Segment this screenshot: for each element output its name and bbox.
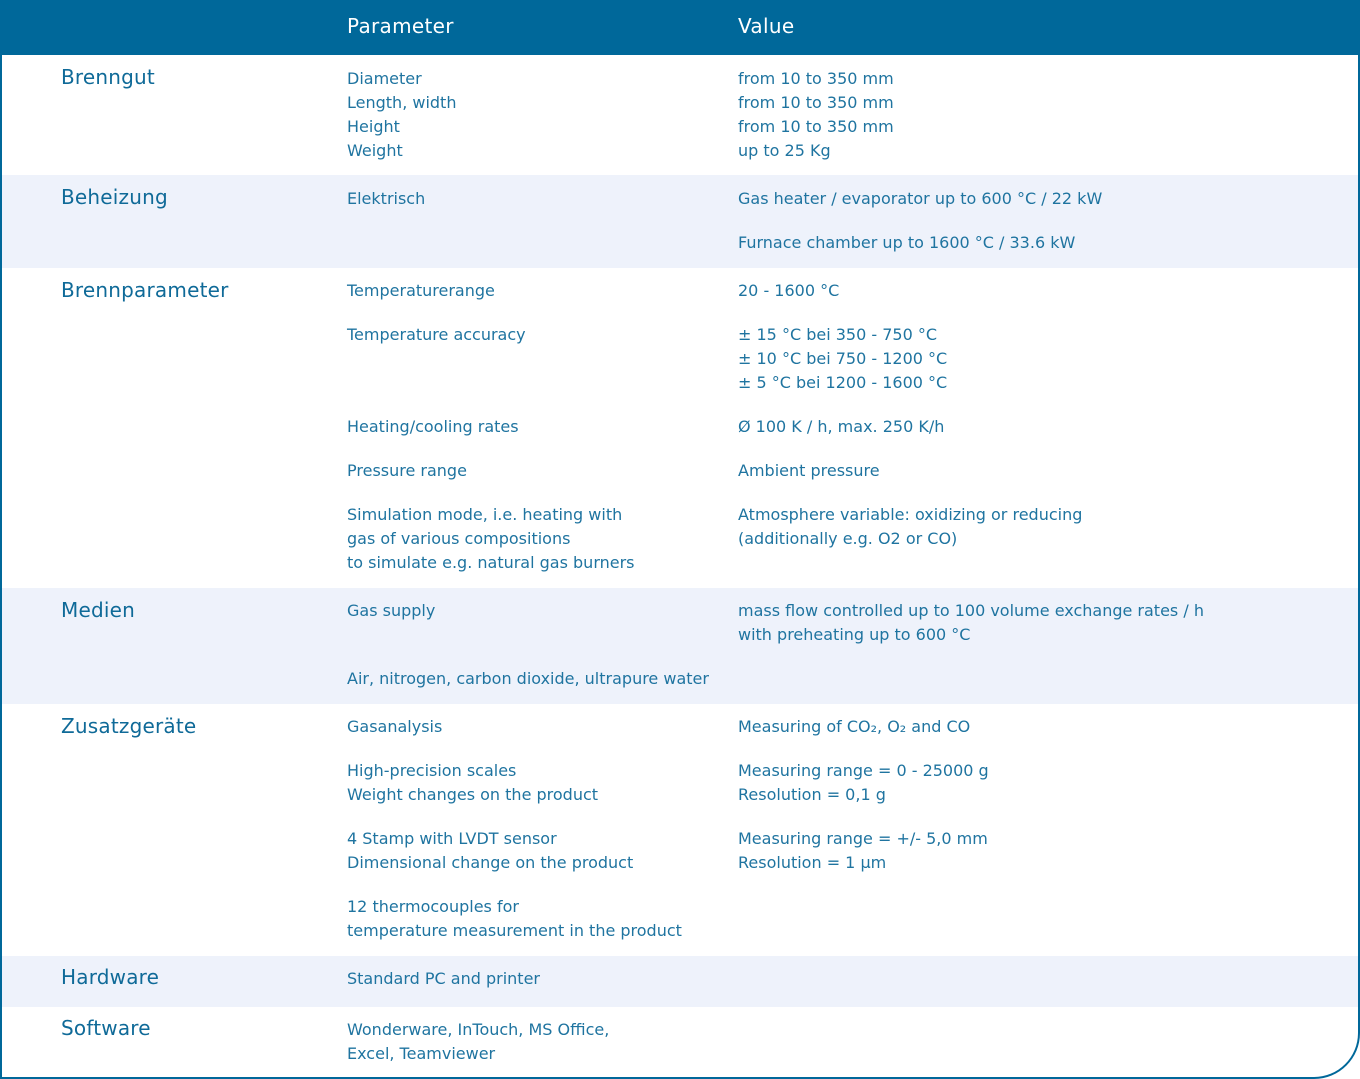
param-line: Gas supply <box>347 601 436 620</box>
param-line: Temperaturerange <box>347 281 495 300</box>
param-line: High-precision scales <box>347 761 517 780</box>
value-line: Measuring range = +/- 5,0 mm <box>738 829 988 848</box>
param-line: Air, nitrogen, carbon dioxide, ultrapure water <box>347 669 709 688</box>
param-line: Excel, Teamviewer <box>347 1044 496 1063</box>
param-line: Height <box>347 117 400 136</box>
header-value: Value <box>738 14 795 38</box>
value-line: from 10 to 350 mm <box>738 93 894 112</box>
param-line: Temperature accuracy <box>347 325 526 344</box>
param-line: Length, width <box>347 93 457 112</box>
category-label: Software <box>61 1016 151 1040</box>
section-brennparameter <box>2 268 1358 588</box>
param-line: Standard PC and printer <box>347 969 540 988</box>
value-line: Ambient pressure <box>738 461 880 480</box>
value-line: ± 15 °C bei 350 - 750 °C <box>738 325 938 344</box>
value-line: ± 5 °C bei 1200 - 1600 °C <box>738 373 948 392</box>
section-zusatzgeraete <box>2 704 1358 956</box>
param-line: Simulation mode, i.e. heating with <box>347 505 623 524</box>
value-line: from 10 to 350 mm <box>738 117 894 136</box>
param-line: Heating/cooling rates <box>347 417 519 436</box>
value-line: from 10 to 350 mm <box>738 69 894 88</box>
param-line: 12 thermocouples for <box>347 897 519 916</box>
value-line: mass flow controlled up to 100 volume exchange rates / h <box>738 601 1204 620</box>
value-line: with preheating up to 600 °C <box>738 625 971 644</box>
param-line: Gasanalysis <box>347 717 443 736</box>
value-line: ± 10 °C bei 750 - 1200 °C <box>738 349 948 368</box>
header-parameter: Parameter <box>347 14 454 38</box>
value-line: Measuring of CO₂, O₂ and CO <box>738 717 971 736</box>
param-line: to simulate e.g. natural gas burners <box>347 553 635 572</box>
value-line: 20 - 1600 °C <box>738 281 840 300</box>
param-line: 4 Stamp with LVDT sensor <box>347 829 557 848</box>
value-line: up to 25 Kg <box>738 141 831 160</box>
param-line: Weight changes on the product <box>347 785 599 804</box>
param-line: Elektrisch <box>347 189 426 208</box>
section-hardware <box>2 956 1358 1007</box>
param-line: temperature measurement in the product <box>347 921 682 940</box>
category-label: Zusatzgeräte <box>61 714 197 738</box>
category-label: Hardware <box>61 965 160 989</box>
param-line: Pressure range <box>347 461 467 480</box>
section-medien <box>2 588 1358 704</box>
value-line: Ø 100 K / h, max. 250 K/h <box>738 417 945 436</box>
param-line: Diameter <box>347 69 422 88</box>
value-line: Atmosphere variable: oxidizing or reducing <box>738 505 1083 524</box>
category-label: Medien <box>61 598 135 622</box>
section-software <box>2 1007 1358 1079</box>
section-beheizung <box>2 175 1358 268</box>
value-line: Resolution = 0,1 g <box>738 785 886 804</box>
value-line: Resolution = 1 µm <box>738 853 887 872</box>
table-header <box>2 0 1358 55</box>
param-line: Dimensional change on the product <box>347 853 634 872</box>
param-line: Wonderware, InTouch, MS Office, <box>347 1020 610 1039</box>
value-line: Measuring range = 0 - 25000 g <box>738 761 989 780</box>
category-label: Brennparameter <box>61 278 229 302</box>
value-line: Gas heater / evaporator up to 600 °C / 22 kW <box>738 189 1103 208</box>
param-line: gas of various compositions <box>347 529 571 548</box>
value-line: (additionally e.g. O2 or CO) <box>738 529 958 548</box>
category-label: Brenngut <box>61 65 155 89</box>
param-line: Weight <box>347 141 403 160</box>
section-brenngut <box>2 55 1358 175</box>
value-line: Furnace chamber up to 1600 °C / 33.6 kW <box>738 233 1076 252</box>
category-label: Beheizung <box>61 185 168 209</box>
